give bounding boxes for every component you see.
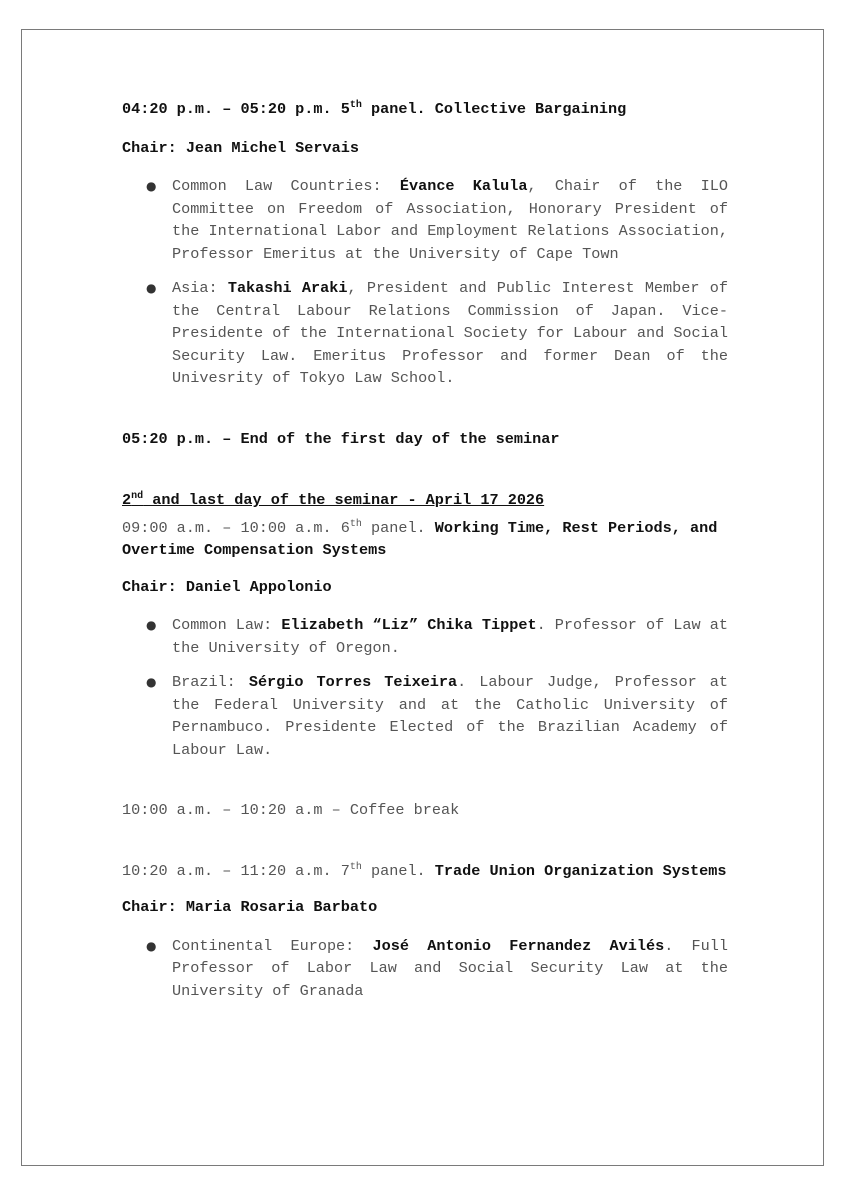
day2-heading	[122, 489, 728, 512]
speaker-bio: , Chair of the ILO Committee on Freedom of Association, Honorary President of the International Labor and Employment Relations Association, Professor Emeritus at the University of Cape Town	[172, 177, 728, 263]
bullet-icon: ●	[146, 938, 157, 953]
panel5-heading	[122, 98, 728, 121]
panel5-chair-name: Jean Michel Servais	[185, 138, 359, 157]
day2-ordinal: 2	[122, 491, 132, 509]
panel7-time: 10:20 a.m. – 11:20 a.m. 7	[122, 861, 350, 880]
speaker-bio: . Professor of Law at the University of Oregon.	[172, 616, 728, 657]
document-body	[122, 98, 728, 1002]
end-day1: 05:20 p.m. – End of the first day of the seminar	[122, 429, 560, 448]
panel6-chair-name: Daniel Appolonio	[185, 577, 332, 596]
panel5-time-start: 04:20 p.m.	[122, 100, 214, 118]
speaker-name: Évance Kalula	[399, 177, 528, 195]
panel6-chair	[122, 576, 728, 599]
panel6-ordinal-suffix: th	[349, 518, 362, 530]
speaker-name: José Antonio Fernandez Avilés	[372, 936, 665, 955]
speaker-region: Asia:	[172, 279, 228, 297]
speaker-bio: . Full Professor of Labor Law and Social Security Law at the University of Granada	[172, 936, 729, 1000]
speaker-region: Continental Europe:	[172, 936, 373, 955]
speaker-name: Sérgio Torres Teixeira	[248, 673, 458, 691]
day2-ordinal-suffix: nd	[131, 490, 144, 502]
panel5-time-end: 05:20 p.m. 5	[240, 100, 350, 118]
panel6-title: Working Time, Rest Periods, and Overtime Compensation Systems	[122, 518, 718, 559]
list-item	[122, 671, 728, 761]
list-item	[122, 614, 728, 659]
panel7-ordinal-suffix: th	[349, 861, 362, 873]
list-item	[122, 935, 728, 1003]
panel7-title: Trade Union Organization Systems	[434, 861, 727, 880]
panel6-chair-label: Chair:	[122, 577, 186, 596]
speaker-name: Takashi Araki	[227, 279, 348, 297]
panel7-speaker-list	[122, 935, 728, 1003]
coffee-break: 10:00 a.m. – 10:20 a.m – Coffee break	[122, 801, 460, 819]
speaker-name: Elizabeth “Liz” Chika Tippet	[281, 616, 537, 634]
speaker-region: Brazil:	[172, 673, 249, 691]
bullet-icon: ●	[146, 618, 157, 632]
panel7-label: panel.	[361, 861, 435, 880]
panel7-chair-label: Chair:	[122, 898, 186, 916]
panel5-title: panel. Collective Bargaining	[361, 100, 627, 118]
list-item	[122, 175, 728, 265]
panel7-heading	[122, 860, 728, 883]
panel5-time-sep: –	[213, 100, 241, 118]
panel6-heading	[122, 517, 728, 562]
panel5-chair	[122, 137, 728, 160]
speaker-bio: , President and Public Interest Member of the Central Labour Relations Commission of Japan. Vice-Presidente of the International Society for Labour and Social Security Law. Emeritus Professor and former Dean of the Univesrity of Tokyo Law School.	[172, 279, 728, 387]
panel5-ordinal-suffix: th	[349, 99, 362, 111]
bullet-icon: ●	[146, 179, 157, 193]
speaker-region: Common Law Countries:	[172, 177, 400, 195]
speaker-region: Common Law:	[172, 616, 282, 634]
panel6-time: 09:00 a.m. – 10:00 a.m. 6	[122, 518, 350, 537]
panel5-chair-label: Chair:	[122, 138, 186, 157]
panel7-chair	[122, 896, 728, 919]
speaker-bio: . Labour Judge, Professor at the Federal University and at the Catholic University of Pernambuco. Presidente Elected of the Brazilian Academy of Labour Law.	[172, 673, 728, 759]
list-item	[122, 277, 728, 390]
day2-title: and last day of the seminar - April 17 2026	[143, 491, 545, 509]
panel7-chair-name: Maria Rosaria Barbato	[185, 898, 378, 916]
panel6-speaker-list	[122, 614, 728, 761]
panel6-label: panel.	[361, 518, 435, 537]
panel5-speaker-list	[122, 175, 728, 390]
bullet-icon: ●	[146, 281, 157, 295]
bullet-icon: ●	[146, 675, 157, 689]
